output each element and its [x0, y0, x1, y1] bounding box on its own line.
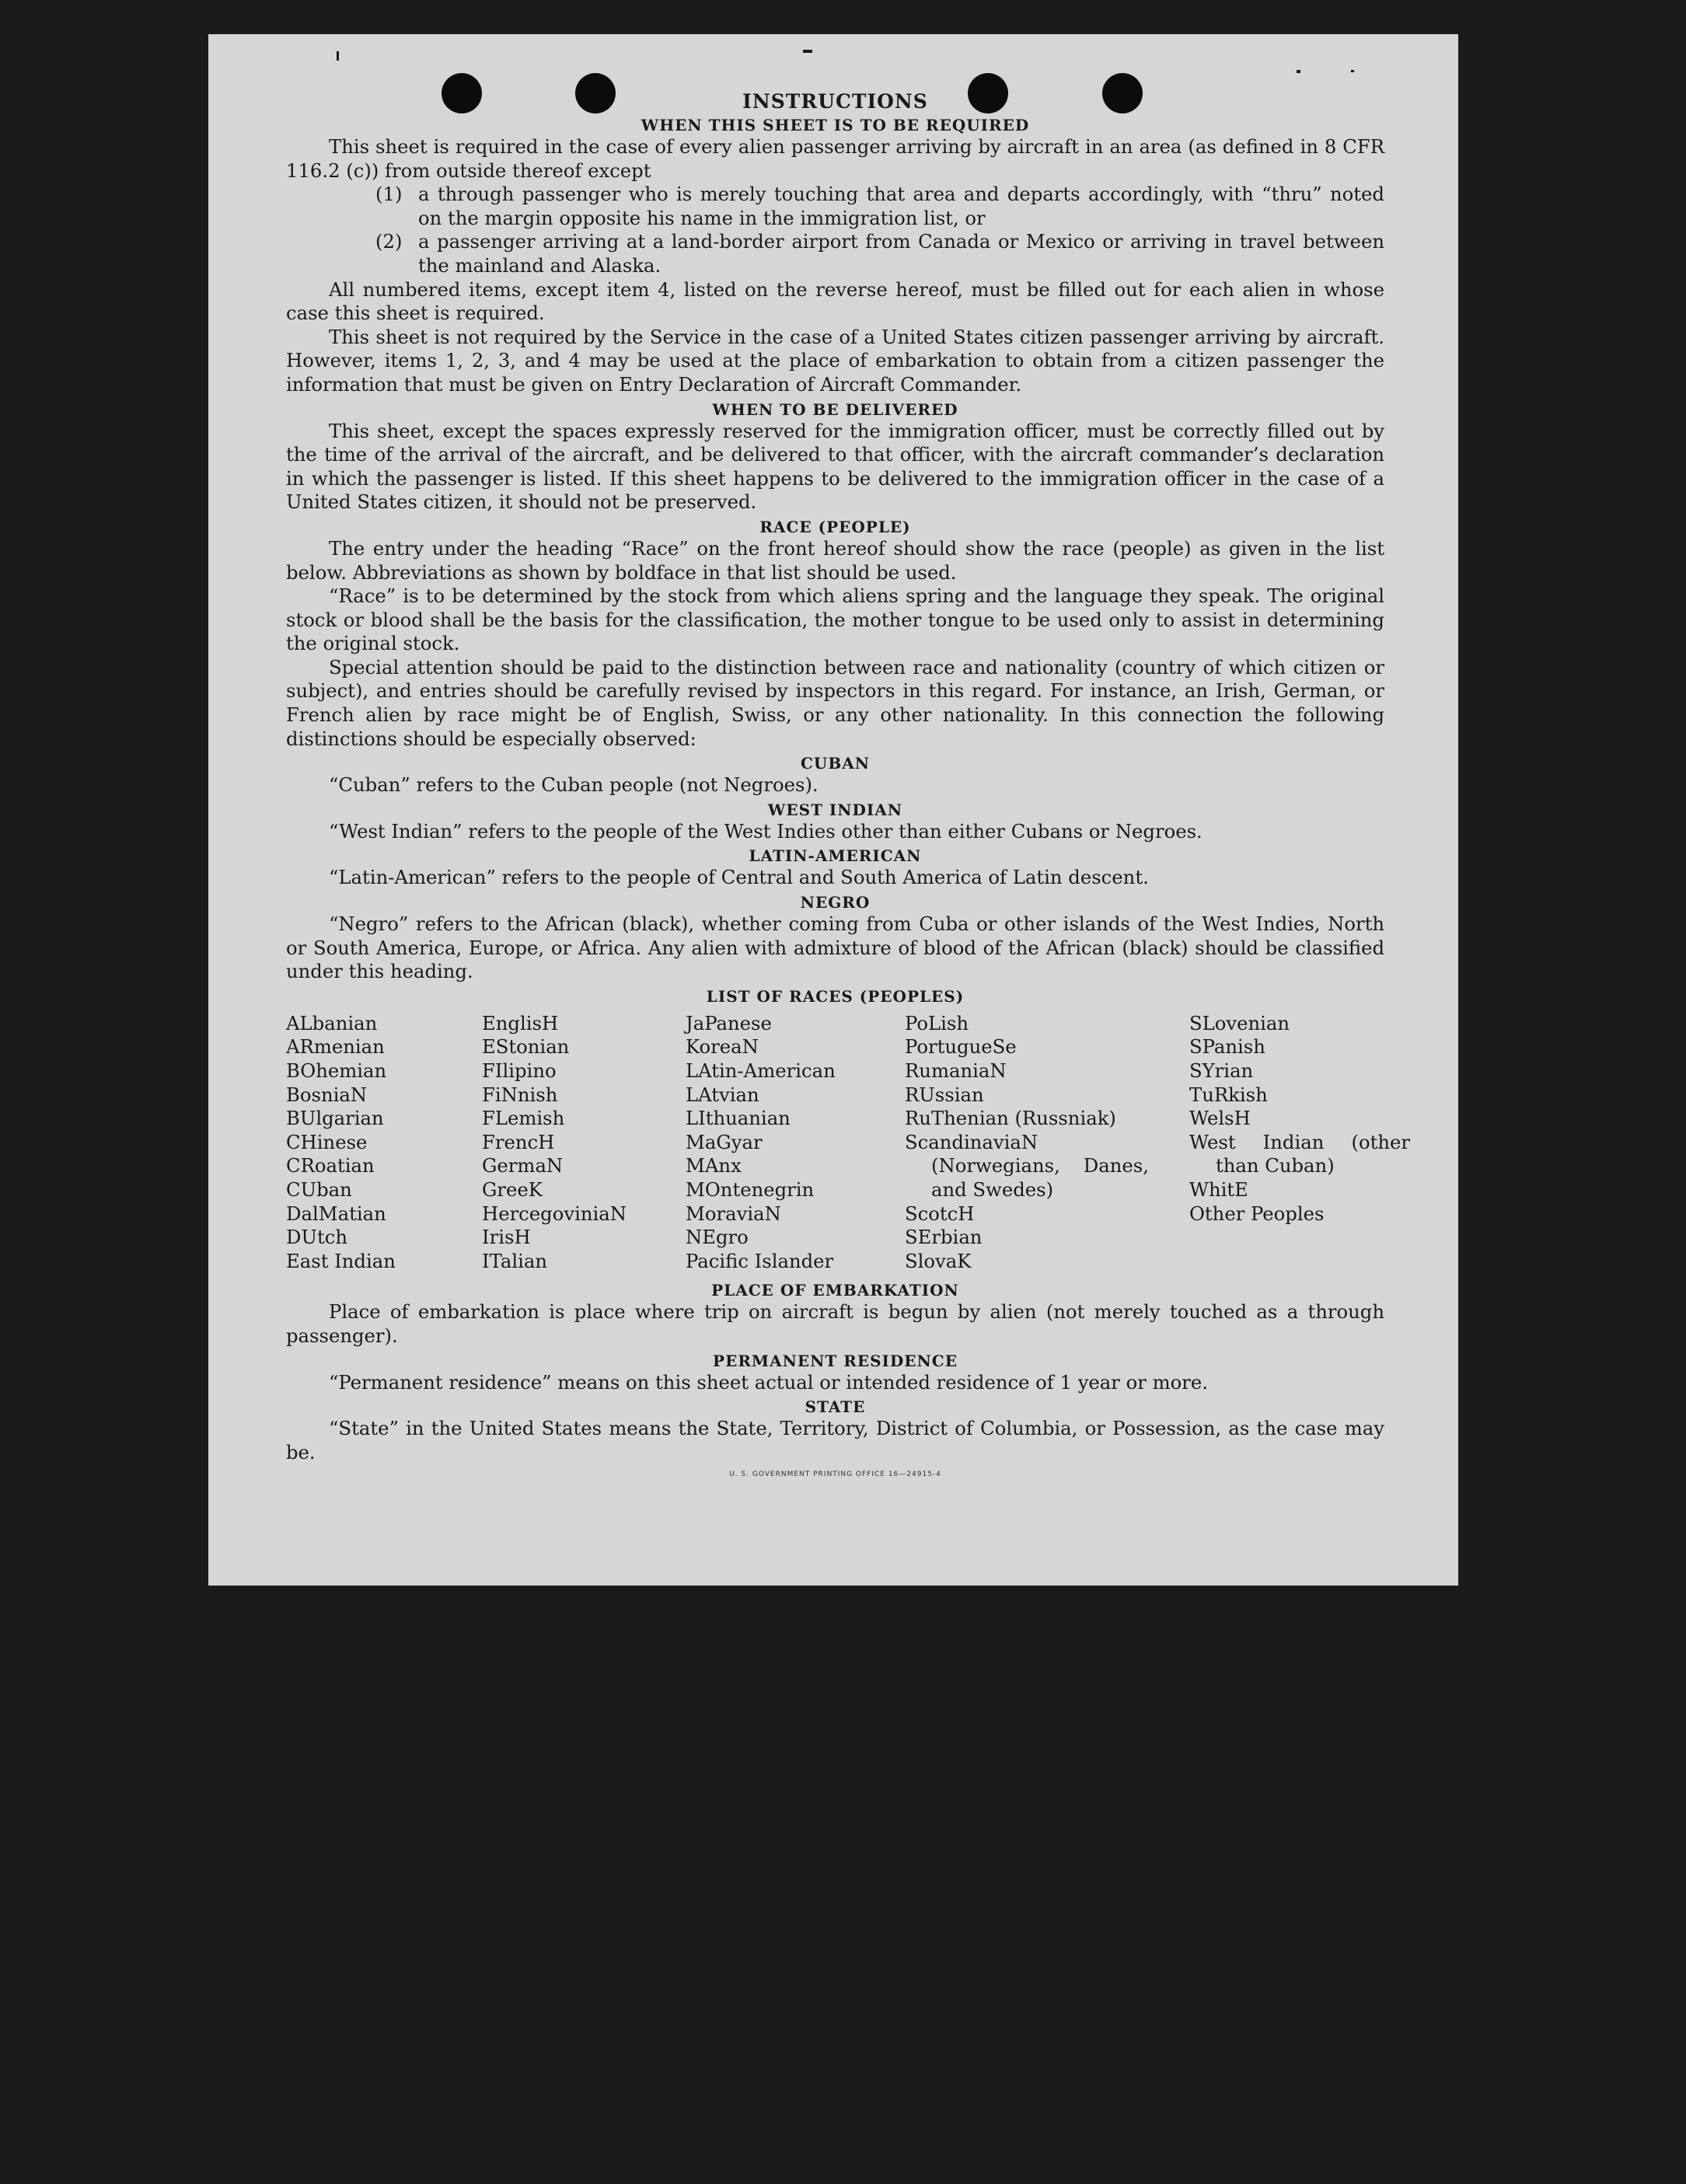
race-item: TuRkish: [1189, 1083, 1268, 1106]
item-text: a passenger arriving at a land-border airport from Canada or Mexico or arriving in travel between the mainland and Alaska.: [418, 230, 1384, 277]
races-column: [686, 1012, 905, 1274]
speck-mark: [337, 51, 339, 61]
race-item: BosniaN: [286, 1083, 368, 1106]
section-heading-embarkation: PLACE OF EMBARKATION: [711, 1281, 959, 1300]
races-list: [286, 1011, 1410, 1274]
race-item: PortugueSe: [905, 1035, 1017, 1059]
section-heading-latin-american: LATIN-AMERICAN: [749, 846, 922, 866]
race-item: SYrian: [1189, 1059, 1254, 1082]
race-item: Pacific Islander: [686, 1249, 834, 1272]
race-item: FiNnish: [482, 1083, 558, 1106]
paragraph-negro: “Negro” refers to the African (black), whether coming from Cuba or other islands of the West Indies, North or South America, Europe, or Africa. Any alien with admixture of blood of the African (black) should be classified under this heading.: [286, 912, 1384, 983]
race-item: PoLish: [905, 1011, 969, 1034]
race-item: LIthuanian: [686, 1107, 791, 1130]
section-heading-race: RACE (PEOPLE): [759, 517, 911, 536]
item-number: (1): [375, 183, 403, 206]
speck-mark: [803, 50, 812, 53]
list-item: [375, 183, 1384, 230]
paragraph-numbered-items: All numbered items, except item 4, listed on the reverse hereof, must be filled out for each alien in whose case this sheet is required.: [286, 277, 1384, 325]
race-item: ScotcH: [905, 1202, 975, 1225]
section-heading-required: WHEN THIS SHEET IS TO BE REQUIRED: [641, 116, 1030, 134]
races-column: [482, 1012, 686, 1274]
section-heading-state: STATE: [805, 1397, 866, 1417]
race-item: SlovaK: [905, 1249, 972, 1272]
race-item: BOhemian: [286, 1059, 387, 1082]
race-item: RumaniaN: [905, 1059, 1007, 1082]
race-item: RUssian: [905, 1083, 984, 1106]
race-item: West Indian (other than Cuban): [1189, 1130, 1410, 1177]
section-heading-delivered: WHEN TO BE DELIVERED: [712, 399, 958, 419]
race-item: DalMatian: [286, 1202, 386, 1225]
punch-hole-icon: [1102, 73, 1143, 113]
race-item: SErbian: [905, 1226, 983, 1249]
race-item: WelsH: [1189, 1107, 1251, 1130]
section-heading-races: LIST OF RACES (PEOPLES): [706, 986, 965, 1006]
section-heading-residence: PERMANENT RESIDENCE: [713, 1351, 958, 1370]
race-item: CUban: [286, 1177, 352, 1201]
race-item: MAnx: [686, 1154, 742, 1177]
race-item: East Indian: [286, 1249, 396, 1272]
punch-hole-icon: [442, 73, 482, 113]
paragraph-cuban: “Cuban” refers to the Cuban people (not Negroes).: [329, 773, 819, 797]
race-item: CHinese: [286, 1130, 368, 1153]
race-item: SPanish: [1189, 1035, 1265, 1059]
race-item: LAtin-American: [686, 1059, 836, 1082]
section-heading-cuban: CUBAN: [800, 754, 871, 773]
page-title: INSTRUCTIONS: [742, 90, 928, 113]
race-item: JaPanese: [686, 1011, 772, 1034]
race-item: ScandinaviaN (Norwegians, Danes, and Swedes): [905, 1130, 1149, 1201]
race-item: HercegoviniaN: [482, 1202, 627, 1225]
race-item: NEgro: [686, 1226, 749, 1249]
race-item: EStonian: [482, 1035, 570, 1059]
race-item: MOntenegrin: [686, 1177, 815, 1201]
speck-mark: [1351, 70, 1354, 72]
race-item: ITalian: [482, 1249, 548, 1272]
section-heading-negro: NEGRO: [800, 893, 871, 912]
races-column: [286, 1012, 482, 1274]
race-item: WhitE: [1189, 1177, 1248, 1201]
printer-imprint: U. S. GOVERNMENT PRINTING OFFICE 16—24915-4: [729, 1471, 941, 1479]
race-item: GermaN: [482, 1154, 564, 1177]
race-item: FLemish: [482, 1107, 565, 1130]
race-item: FrencH: [482, 1130, 555, 1153]
paragraph-delivered: This sheet, except the spaces expressly reserved for the immigration officer, must be correctly filled out by the time of the arrival of the aircraft, and be delivered to that officer, with the aircraft commander’s declaration in which the passenger is listed. If this sheet happens to be delivered to the immigration officer in the case of a United States citizen, it should not be preserved.: [286, 419, 1384, 514]
race-item: SLovenian: [1189, 1011, 1290, 1034]
race-item: KoreaN: [686, 1035, 759, 1059]
race-item: GreeK: [482, 1177, 543, 1201]
punch-hole-icon: [968, 73, 1008, 113]
list-item: [375, 230, 1384, 277]
paragraph-citizen: This sheet is not required by the Service in the case of a United States citizen passenger arriving by aircraft. However, items 1, 2, 3, and 4 may be used at the place of embarkation to obtain from a citizen passenger the information that must be given on Entry Declaration of Aircraft Commander.: [286, 325, 1384, 396]
paragraph-residence: “Permanent residence” means on this sheet actual or intended residence of 1 year or more.: [329, 1370, 1208, 1394]
race-item: MaGyar: [686, 1130, 763, 1153]
race-item: FIlipino: [482, 1059, 557, 1082]
instruction-sheet: [208, 34, 1458, 1586]
race-item: Other Peoples: [1189, 1202, 1325, 1225]
races-column: [1189, 1011, 1410, 1274]
paragraph-race-entry: The entry under the heading “Race” on the front hereof should show the race (people) as given in the list below. Abbreviations as shown by boldface in that list should be used.: [286, 536, 1384, 584]
paragraph-west-indian: “West Indian” refers to the people of the West Indies other than either Cubans or Negroes.: [329, 819, 1203, 843]
race-item: RuThenian (Russniak): [905, 1107, 1116, 1130]
race-item: EnglisH: [482, 1011, 559, 1034]
speck-mark: [1297, 70, 1300, 73]
race-item: BUlgarian: [286, 1107, 384, 1130]
race-item: DUtch: [286, 1226, 347, 1249]
item-text: a through passenger who is merely touching that area and departs accordingly, with “thru” noted on the margin opposite his name in the immigration list, or: [418, 183, 1384, 229]
race-item: CRoatian: [286, 1154, 375, 1177]
paragraph-latin-american: “Latin-American” refers to the people of Central and South America of Latin descent.: [329, 866, 1149, 889]
paragraph-required-intro: This sheet is required in the case of every alien passenger arriving by aircraft in an area (as defined in 8 CFR 116.2 (c)) from outside thereof except: [286, 135, 1384, 182]
paragraph-race-stock: “Race” is to be determined by the stock from which aliens spring and the language they speak. The original stock or blood shall be the basis for the classification, the mother tongue to be used only to assist in determining the original stock.: [286, 584, 1384, 655]
race-item: IrisH: [482, 1226, 531, 1249]
race-item: LAtvian: [686, 1083, 759, 1106]
paragraph-race-nationality: Special attention should be paid to the distinction between race and nationality (country of which citizen or subject), and entries should be carefully revised by inspectors in this regard. For instance, an Irish, German, or French alien by race might be of English, Swiss, or any other nationality. In this connection the following distinctions should be especially observed:: [286, 655, 1384, 750]
race-item: ALbanian: [286, 1011, 378, 1034]
section-heading-west-indian: WEST INDIAN: [767, 800, 903, 819]
paragraph-embarkation: Place of embarkation is place where trip on aircraft is begun by alien (not merely touched as a through passenger).: [286, 1300, 1384, 1347]
paragraph-state: “State” in the United States means the State, Territory, District of Columbia, or Possession, as the case may be.: [286, 1417, 1384, 1464]
races-column: [905, 1012, 1189, 1274]
race-item: ARmenian: [286, 1035, 385, 1059]
item-number: (2): [375, 230, 403, 253]
punch-hole-icon: [575, 73, 616, 113]
race-item: MoraviaN: [686, 1202, 781, 1225]
